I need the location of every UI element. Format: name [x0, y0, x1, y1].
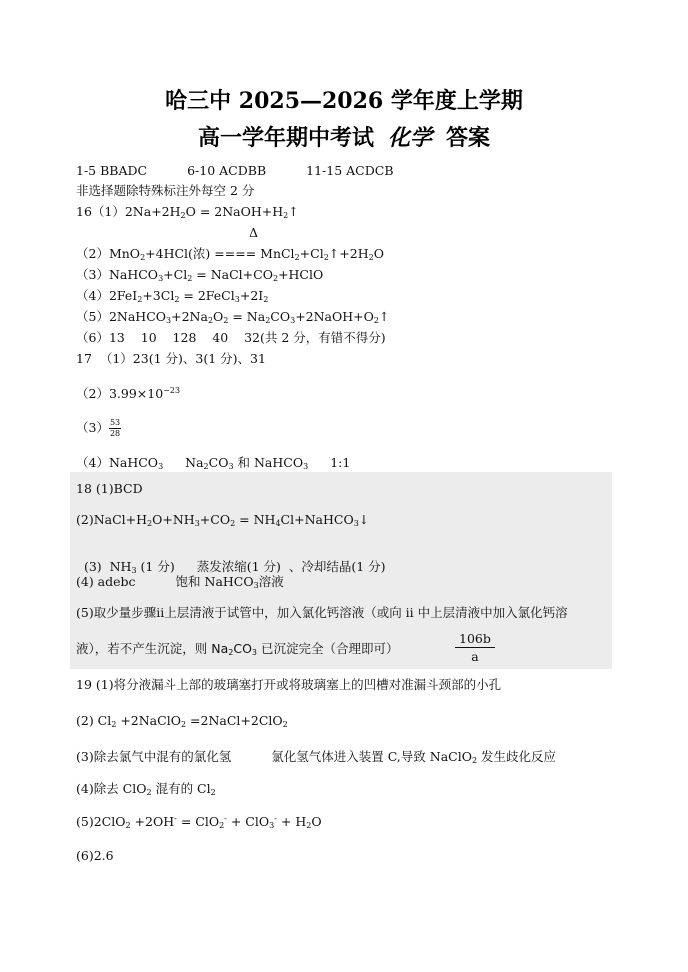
text: +Cl — [163, 267, 188, 282]
sub: 2 — [265, 316, 271, 325]
subtitle-answer: 答案 — [446, 125, 491, 151]
text: +2NaClO — [116, 713, 181, 728]
sub: 3 — [228, 462, 234, 471]
up-arrow: ↑ — [288, 204, 299, 219]
text: (1 分) — [136, 559, 175, 574]
sub: 2 — [230, 519, 236, 528]
sup: - — [224, 814, 227, 823]
sup: −23 — [163, 386, 181, 395]
choice-group-3: 11-15 ACDCB — [306, 163, 394, 178]
q16-part6: （6）13 10 128 40 32(共 2 分，有错不得分) — [76, 330, 386, 345]
up-arrow: ↑ — [378, 309, 390, 324]
q17-part2 — [76, 386, 180, 402]
scoring-note: 非选择题除特殊标注外每空 2 分 — [76, 183, 255, 198]
q19-part4 — [76, 781, 216, 797]
sub: 2 — [147, 519, 153, 528]
sub: 3 — [131, 566, 137, 575]
text: （4）NaHCO — [76, 455, 159, 470]
subtitle-exam: 高一学年期中考试 — [197, 125, 374, 151]
sub: 3 — [158, 274, 164, 283]
text: +3Cl — [142, 288, 175, 303]
text: CO — [270, 309, 291, 324]
q17-part3 — [76, 416, 121, 440]
q18-part4 — [76, 574, 284, 590]
text: +2NaOH+O — [295, 309, 374, 324]
sub: 2 — [228, 648, 234, 657]
subtitle-subject: 化学 — [387, 125, 432, 151]
text: 溶液 — [258, 574, 284, 589]
text: (4)除去 ClO — [76, 781, 147, 796]
sub: 2 — [174, 295, 180, 304]
text: 氯化氢气体进入装置 C,导致 NaClO — [271, 749, 472, 764]
sub: 2 — [471, 756, 478, 765]
sub: 2 — [146, 788, 152, 797]
sub: 3 — [251, 648, 258, 657]
text: Na — [185, 455, 204, 470]
text: （2）MnO — [76, 246, 141, 261]
sub: 2 — [283, 211, 289, 220]
sub: 2 — [272, 274, 279, 283]
text: O+NH — [152, 512, 195, 527]
text: +2I — [239, 288, 264, 303]
text: = NaCl+CO — [192, 267, 273, 282]
text: Na — [211, 641, 229, 656]
sub: 2 — [373, 316, 379, 325]
text: ↑+2H — [328, 246, 369, 261]
text: +2OH — [130, 814, 175, 829]
text: (2) Cl — [76, 713, 112, 728]
text: = Na — [228, 309, 266, 324]
numerator: 53 — [109, 418, 121, 427]
text: = NH — [235, 512, 276, 527]
q18-part2 — [76, 512, 369, 528]
q16-part2 — [76, 246, 384, 262]
text: 和 NaHCO — [233, 455, 304, 470]
text: + H — [276, 814, 307, 829]
q19-part6: (6)2.6 — [76, 848, 114, 863]
text: +HClO — [278, 267, 324, 282]
q16-part4 — [76, 288, 268, 304]
sub: 2 — [294, 253, 300, 262]
text: +Cl — [299, 246, 324, 261]
sub: 3 — [290, 316, 296, 325]
sub: 3 — [353, 519, 359, 528]
text: O — [373, 246, 384, 261]
text: Cl+NaHCO — [280, 512, 354, 527]
text: O — [213, 309, 224, 324]
sub: 3 — [269, 821, 275, 830]
text: =2NaCl+2ClO — [186, 713, 283, 728]
text: = ClO — [176, 814, 220, 829]
text: (5)2ClO — [76, 814, 126, 829]
sub: 2 — [140, 253, 146, 262]
text: 蒸发浓缩(1 分) 、冷却结晶(1 分) — [196, 559, 386, 574]
sub: 3 — [253, 581, 259, 590]
text: +2Na — [171, 309, 208, 324]
text: +CO — [199, 512, 231, 527]
sub: 2 — [137, 295, 143, 304]
sub: 4 — [275, 519, 281, 528]
text: 已沉淀完全（合理即可） — [257, 641, 399, 656]
fraction-106b-a — [455, 630, 495, 665]
fraction-53-28 — [109, 418, 121, 439]
page-title: 哈三中 2025—2026 学年度上学期 — [165, 88, 523, 114]
text: 液），若不产生沉淀，则 — [76, 641, 212, 656]
q16-p1-text: 16（1）2Na+2H — [76, 204, 181, 219]
text: 1:1 — [330, 455, 351, 470]
sub: 2 — [180, 720, 187, 729]
text: （5）2NaHCO — [76, 309, 167, 324]
q18-part1: 18 (1)BCD — [76, 481, 143, 496]
q19-part3 — [76, 749, 556, 765]
text: CO — [208, 455, 229, 470]
text: （3）NaHCO — [76, 267, 159, 282]
q16-part5 — [76, 309, 389, 325]
text: (4) adebc — [76, 574, 136, 589]
sub: 2 — [125, 821, 131, 830]
text: = 2FeCl — [179, 288, 235, 303]
text: 混有的 Cl — [151, 781, 211, 796]
choice-group-1: 1-5 BBADC — [76, 163, 148, 178]
q16-p1-text: O = 2NaOH+H — [185, 204, 284, 219]
sup: - — [174, 814, 177, 823]
text: CO — [233, 641, 252, 656]
sub: 2 — [111, 720, 117, 729]
sub: 2 — [219, 821, 225, 830]
down-arrow: ↓ — [358, 512, 370, 527]
text: （4）2FeI — [76, 288, 138, 303]
sub: 2 — [207, 316, 214, 325]
text: (2)NaCl+H — [76, 512, 148, 527]
q16-part3 — [76, 267, 323, 283]
sub: 2 — [282, 720, 288, 729]
q19-part1: 19 (1)将分液漏斗上部的玻璃塞打开或将玻璃塞上的凹槽对准漏斗颈部的小孔 — [76, 677, 502, 692]
denominator: a — [471, 649, 479, 664]
text: (3)除去氯气中混有的氯化氢 — [76, 749, 232, 764]
text: O — [311, 814, 322, 829]
q18-part5-line2 — [76, 641, 399, 657]
q18-part3 — [76, 543, 386, 575]
q19-part2 — [76, 713, 288, 729]
sub: 2 — [306, 821, 312, 830]
text: 发生歧化反应 — [477, 749, 557, 764]
delta-symbol: Δ — [249, 225, 259, 240]
sub: 3 — [158, 462, 164, 471]
q17-part1: 17 （1）23(1 分)、3(1 分)、31 — [76, 351, 266, 366]
sub: 3 — [166, 316, 172, 325]
text: (3) NH — [83, 559, 132, 574]
choice-answers — [76, 163, 394, 179]
choice-group-2: 6-10 ACDBB — [187, 163, 267, 178]
sub: 2 — [210, 788, 216, 797]
sub: 2 — [223, 316, 229, 325]
q19-part5 — [76, 814, 322, 830]
text: （3） — [76, 420, 109, 435]
sub: 2 — [203, 462, 209, 471]
sub: 2 — [180, 211, 186, 220]
sub: 3 — [234, 295, 240, 304]
q18-part5-line1: (5)取少量步骤ii上层清液于试管中，加入氯化钙溶液（或向 ii 中上层清液中加入氯化钙溶 — [76, 605, 568, 620]
text: （2）3.99×10 — [76, 386, 164, 401]
page-subtitle — [0, 121, 688, 152]
sub: 2 — [368, 253, 374, 262]
numerator: 106b — [455, 630, 495, 648]
text: 饱和 NaHCO — [175, 574, 254, 589]
q16-part1 — [76, 204, 299, 220]
sub: 2 — [187, 274, 193, 283]
sub: 3 — [194, 519, 200, 528]
denominator: 28 — [109, 429, 121, 438]
q17-part4 — [76, 455, 350, 471]
sub: 3 — [303, 462, 309, 471]
text: + ClO — [226, 814, 270, 829]
sup: - — [274, 814, 277, 823]
sub: 2 — [263, 295, 269, 304]
sub: 2 — [323, 253, 329, 262]
text: +4HCl(浓) ==== MnCl — [145, 246, 295, 261]
